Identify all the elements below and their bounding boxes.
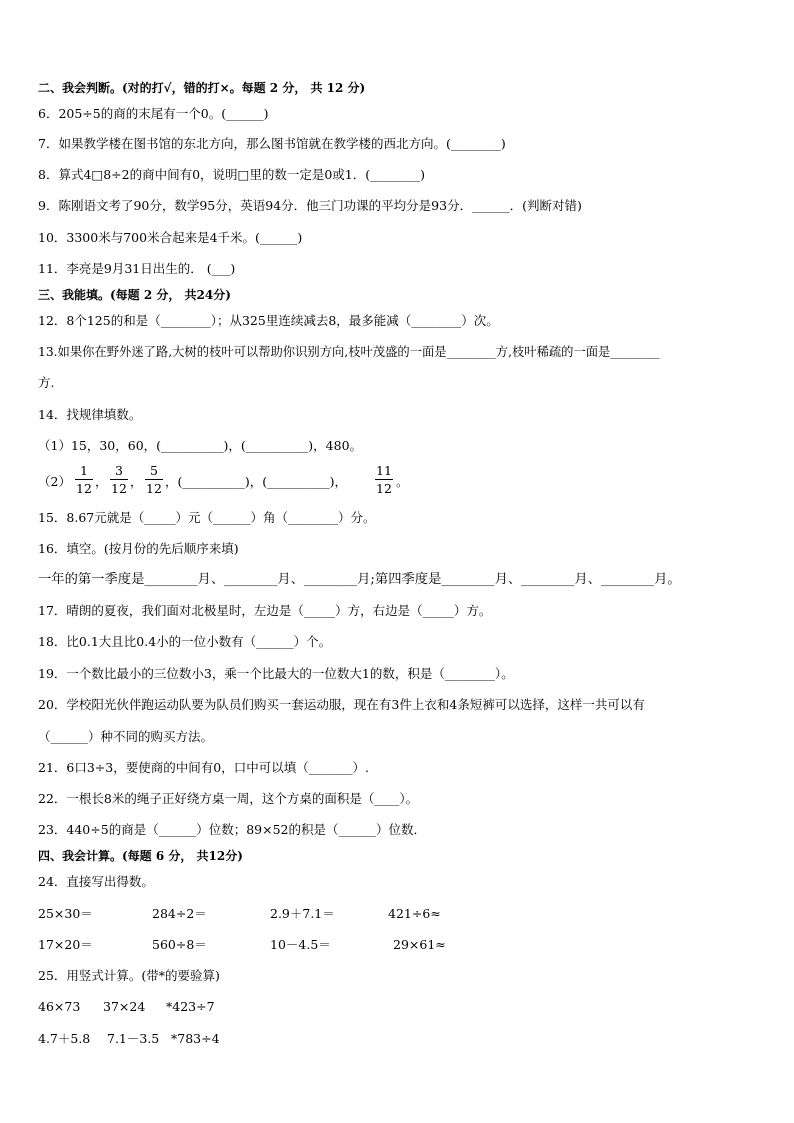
question-22: 22．一根长8米的绳子正好绕方桌一周，这个方桌的面积是（____）。 [38, 791, 419, 806]
question-14: 14．找规律填数。 [38, 407, 142, 422]
question-18: 18．比0.1大且比0.4小的一位小数有（______）个。 [38, 634, 332, 649]
question-14-2-prefix: （2） [38, 474, 71, 489]
question-9: 9．陈刚语文考了90分，数学95分，英语94分．他三门功课的平均分是93分．______．(判断对错) [38, 198, 582, 213]
question-16-line2: 一年的第一季度是________月、________月、________月;第四季度是________月、________月、________月。 [38, 572, 681, 587]
question-17: 17．晴朗的夏夜，我们面对北极星时，左边是（_____）方，右边是（_____）方。 [38, 603, 492, 618]
calc-item: 29×61≈ [393, 937, 446, 952]
question-8: 8．算式4□8÷2的商中间有0，说明□里的数一定是0或1．(________) [38, 167, 426, 182]
separator: ， [95, 474, 108, 489]
calc-item: 284÷2＝ [152, 906, 207, 921]
fraction-denominator: 12 [146, 481, 162, 496]
vertical-calc-item: 7.1－3.5 [107, 1031, 160, 1046]
question-21: 21．6口3÷3，要使商的中间有0，口中可以填（_______）. [38, 760, 369, 775]
section-heading-calculation: 四、我会计算。(每题 6 分， 共12分) [38, 849, 243, 863]
question-25: 25．用竖式计算。(带*的要验算) [38, 968, 220, 983]
question-6: 6．205÷5的商的末尾有一个0。(______) [38, 106, 269, 121]
calc-item: 10－4.5＝ [270, 937, 331, 952]
fraction-denominator: 12 [376, 481, 392, 496]
vertical-calc-item: 37×24 [103, 999, 146, 1014]
question-24: 24．直接写出得数。 [38, 874, 154, 889]
fraction-bar [375, 479, 393, 480]
vertical-calc-item: *783÷4 [171, 1031, 220, 1046]
question-15: 15．8.67元就是（_____）元（______）角（________）分。 [38, 510, 376, 525]
question-10: 10．3300米与700米合起来是4千米。(______) [38, 230, 303, 245]
fraction-numerator: 3 [115, 463, 123, 478]
question-20-line1: 20．学校阳光伙伴跑运动队要为队员们购买一套运动服，现在有3件上衣和4条短裤可以选择，这样一共可以有 [38, 697, 645, 712]
fraction-numerator: 1 [80, 463, 88, 478]
fraction-bar [75, 479, 93, 480]
fraction-1-12 [75, 463, 93, 496]
question-14-1: （1）15，30，60，(__________)，(__________)，480。 [38, 438, 363, 453]
calc-item: 25×30＝ [38, 906, 93, 921]
fraction-numerator: 11 [376, 463, 392, 478]
fraction-denominator: 12 [111, 481, 127, 496]
calc-item: 421÷6≈ [388, 906, 441, 921]
section-heading-fill: 三、我能填。(每题 2 分， 共24分) [38, 288, 231, 302]
question-19: 19．一个数比最小的三位数小3，乘一个比最大的一位数大1的数，积是（________）。 [38, 666, 514, 681]
vertical-calc-item: *423÷7 [166, 999, 215, 1014]
calc-item: 17×20＝ [38, 937, 93, 952]
fraction-bar [110, 479, 128, 480]
fraction-denominator: 12 [76, 481, 92, 496]
fraction-11-12 [375, 463, 393, 496]
question-7: 7．如果教学楼在图书馆的东北方向，那么图书馆就在教学楼的西北方向。(________) [38, 136, 506, 151]
fraction-bar [145, 479, 163, 480]
calc-item: 560÷8＝ [152, 937, 207, 952]
fraction-5-12 [145, 463, 163, 496]
section-heading-judgment: 二、我会判断。(对的打√，错的打×。每题 2 分， 共 12 分) [38, 81, 366, 95]
fraction-numerator: 5 [150, 463, 158, 478]
question-13-line1: 13.如果你在野外迷了路,大树的枝叶可以帮助你识别方向,枝叶茂盛的一面是________方,枝叶稀疏的一面是________ [38, 345, 660, 359]
question-23: 23．440÷5的商是（______）位数；89×52的积是（______）位数． [38, 822, 426, 837]
question-14-2-suffix: 。 [396, 474, 409, 489]
fraction-3-12 [110, 463, 128, 496]
question-11: 11．李亮是9月31日出生的． (___) [38, 261, 236, 276]
calc-item: 2.9＋7.1＝ [270, 906, 335, 921]
question-20-line2: （______）种不同的购买方法。 [38, 729, 214, 744]
separator: ， [130, 474, 143, 489]
vertical-calc-item: 4.7＋5.8 [38, 1031, 91, 1046]
question-16: 16．填空。(按月份的先后顺序来填) [38, 541, 239, 556]
question-12: 12．8个125的和是（________）；从325里连续减去8，最多能减（________）次。 [38, 313, 499, 328]
question-13-line2: 方. [38, 375, 55, 390]
question-14-2-blanks: ，(__________)，(__________)， [165, 474, 348, 489]
vertical-calc-item: 46×73 [38, 999, 81, 1014]
